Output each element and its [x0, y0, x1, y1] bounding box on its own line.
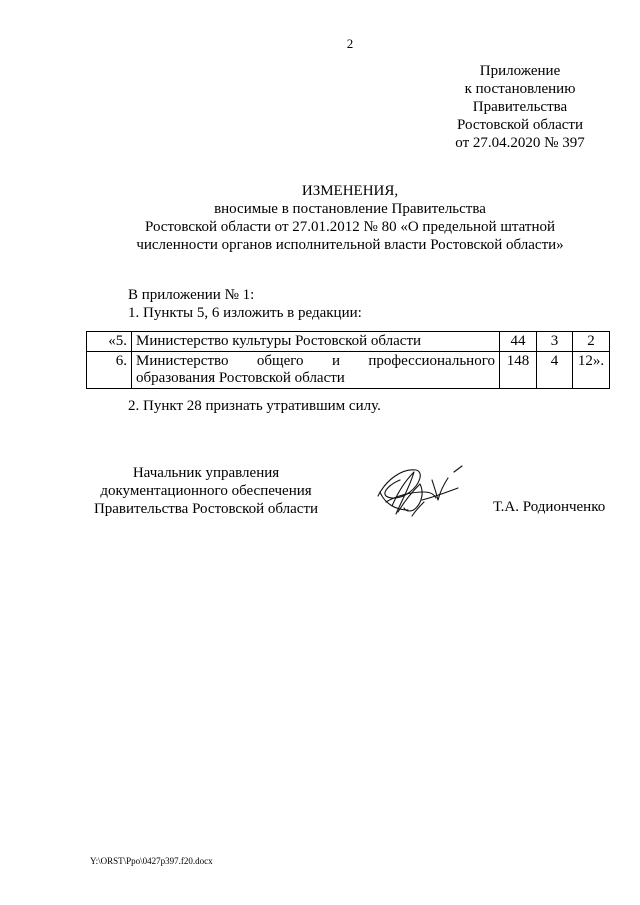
title-line: вносимые в постановление Правительства — [214, 201, 486, 217]
appendix-line: Приложение — [479, 63, 561, 79]
signer-position-line: документационного обеспечения — [100, 483, 312, 499]
table-cell: 12». — [573, 352, 610, 389]
table-cell: 2 — [573, 332, 610, 352]
title-line: Ростовской области от 27.01.2012 № 80 «О предельной штатной — [144, 219, 556, 235]
appendix-line: Ростовской области — [457, 117, 583, 133]
page-number: 2 — [346, 36, 354, 51]
ministry-name-word: Министерство — [136, 353, 229, 369]
ministry-name-word: общего — [256, 353, 304, 369]
appendix-line: Правительства — [472, 99, 568, 115]
table-cell: 4 — [537, 352, 573, 389]
appendix-header — [420, 62, 620, 152]
changes-table — [86, 331, 610, 389]
signer-position-line: Начальник управления — [132, 465, 280, 481]
body-paragraph-2: 1. Пункты 5, 6 изложить в редакции: — [128, 305, 362, 321]
handwritten-signature — [372, 462, 464, 524]
table-cell: 3 — [537, 332, 573, 352]
ministry-name-line — [136, 353, 495, 370]
table-cell: 44 — [500, 332, 537, 352]
row-number: 6. — [87, 352, 132, 389]
table-cell: 148 — [500, 352, 537, 389]
document-title — [60, 182, 640, 254]
appendix-line: к постановлению — [464, 81, 576, 97]
ministry-name-word: профессионального — [368, 353, 495, 369]
title-heading: ИЗМЕНЕНИЯ, — [301, 183, 399, 199]
ministry-name-line: образования Ростовской области — [136, 370, 345, 386]
file-path: Y:\ORST\Ppo\0427p397.f20.docx — [90, 856, 213, 866]
table-row — [87, 352, 610, 389]
ministry-name-word: и — [331, 353, 340, 369]
table-row — [87, 332, 610, 352]
body-paragraph-3: 2. Пункт 28 признать утратившим силу. — [128, 398, 381, 414]
ministry-name: Министерство культуры Ростовской области — [132, 332, 500, 352]
ministry-name — [132, 352, 500, 389]
body-paragraph-1: В приложении № 1: — [128, 287, 255, 303]
appendix-line: от 27.04.2020 № 397 — [455, 135, 585, 151]
signer-name: Т.А. Родионченко — [493, 499, 606, 515]
signer-position — [86, 464, 326, 518]
row-number: «5. — [87, 332, 132, 352]
title-line: численности органов исполнительной власти Ростовской области» — [136, 237, 564, 253]
signer-position-line: Правительства Ростовской области — [93, 501, 319, 517]
